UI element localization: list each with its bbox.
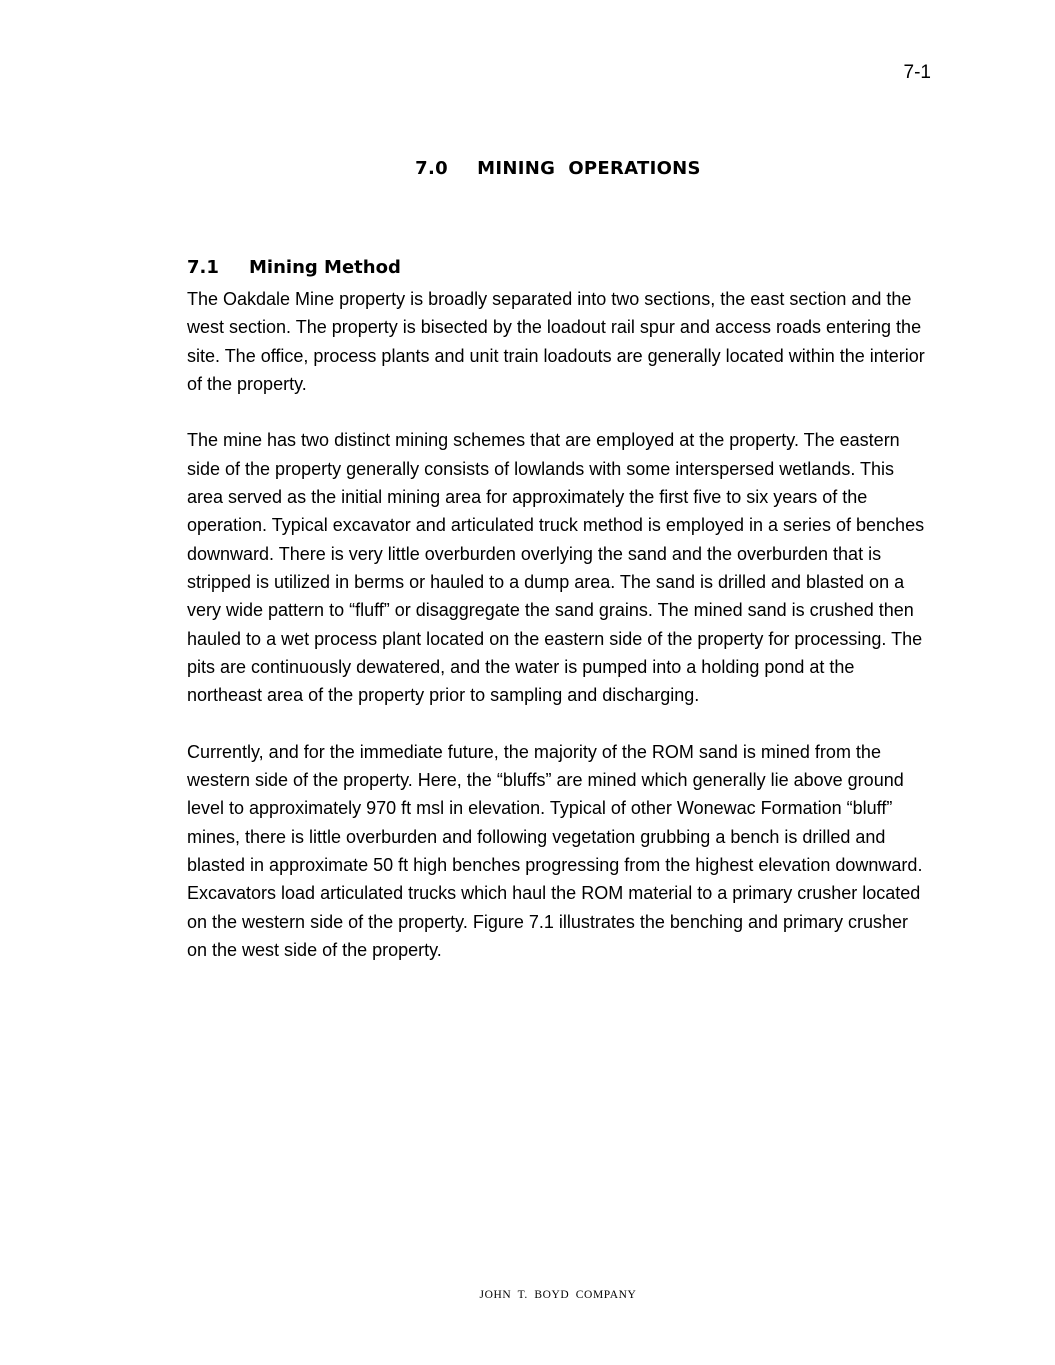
page-number: 7-1: [903, 62, 931, 83]
paragraph-2: The mine has two distinct mining schemes that are employed at the property. The eastern side of the property generally consists of lowlands with some interspersed wetlands. This area served as the initial mining area for approximately the first five to six years of the operation. Typical excavator and articulated truck method is employed in a series of benches downward. There is very little overburden overlying the sand and the overburden that is stripped is utilized in berms or hauled to a dump area. The sand is drilled and blasted on a very wide pattern to “fluff” or disaggregate the sand grains. The mined sand is crushed then hauled to a wet process plant located on the eastern side of the property for processing. The pits are continuously dewatered, and the water is pumped into a holding pond at the northeast area of the property prior to sampling and discharging.: [187, 430, 925, 706]
section-title: Mining Method: [249, 257, 401, 278]
section-heading: [187, 256, 401, 280]
chapter-title: MINING OPERATIONS: [477, 158, 701, 179]
paragraph-1: The Oakdale Mine property is broadly separated into two sections, the east section and the west section. The property is bisected by the loadout rail spur and access roads entering the site. The office, process plants and unit train loadouts are generally located within the interior of the property.: [187, 289, 925, 394]
paragraph-3: Currently, and for the immediate future, the majority of the ROM sand is mined from the western side of the property. Here, the “bluffs” are mined which generally lie above ground level to approximately 970 ft msl in elevation. Typical of other Wonewac Formation “bluff” mines, there is little overburden and following vegetation grubbing a bench is drilled and blasted in approximate 50 ft high benches progressing from the highest elevation downward. Excavators load articulated trucks which haul the ROM material to a primary crusher located on the western side of the property. Figure 7.1 illustrates the benching and primary crusher on the west side of the property.: [187, 741, 923, 960]
chapter-heading: [0, 157, 1055, 181]
chapter-number: 7.0: [415, 158, 448, 179]
body-text: [187, 285, 932, 992]
section-number: 7.1: [187, 257, 219, 278]
footer-company: JOHN T. BOYD COMPANY: [479, 1289, 637, 1301]
